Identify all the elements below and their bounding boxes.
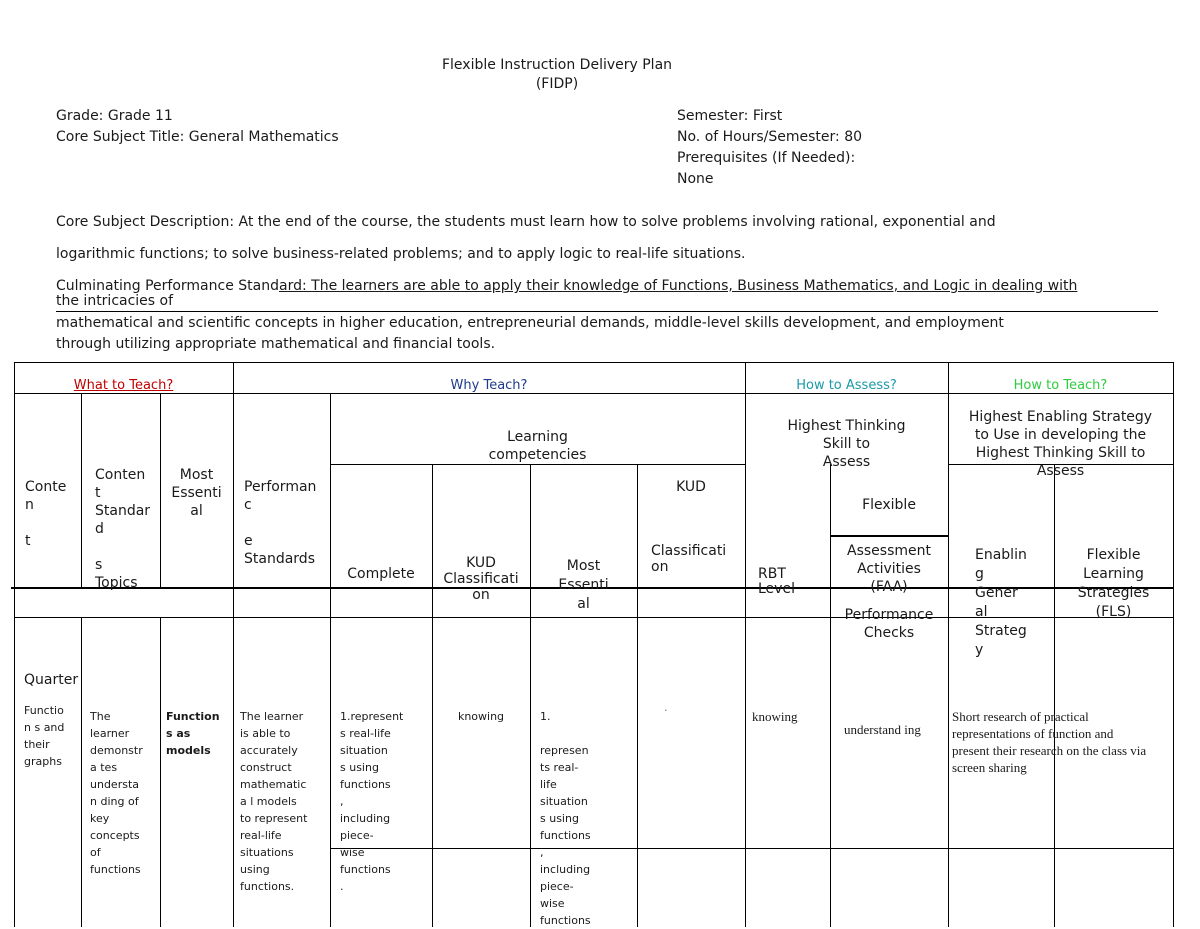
table-line xyxy=(160,617,161,927)
table-line xyxy=(330,464,745,465)
kud-mark-cell: · xyxy=(664,704,668,717)
assessment-activities-header: Assessment Activities (FAA) xyxy=(847,543,931,595)
rbt-level-cell: knowing xyxy=(752,709,798,724)
complete-header: Complete xyxy=(347,566,415,582)
prerequisites-label: Prerequisites (If Needed): xyxy=(677,150,856,166)
classification-header: Classificati on xyxy=(651,543,727,575)
kud-header: KUD xyxy=(676,479,706,495)
performance-standard-line-2: the intricacies of xyxy=(56,293,174,309)
performance-standard-text: ard: The learners are able to apply their knowledge of Functions, Business Mathematics, and Logic in dealing with xyxy=(279,278,1078,294)
content-header: Conte n t xyxy=(25,479,67,549)
table-border-top xyxy=(14,362,1173,363)
table-line xyxy=(81,617,82,927)
what-to-teach-text: What to Teach? xyxy=(73,378,174,393)
content-standards-header: Conten t Standar d s Topics xyxy=(95,467,151,591)
table-line xyxy=(330,393,331,927)
performance-standard-label: Culminating Performance Stand xyxy=(56,278,279,294)
content-standard-cell: The learner demonstr a tes understa n ding of key concepts of functions xyxy=(90,710,143,876)
kud-classification-cell: knowing xyxy=(457,710,505,723)
performance-checks-header: Performance Checks xyxy=(844,607,934,641)
enabling-strategy-cell: Short research of practical representations of function and present their research on the class via screen sharing xyxy=(952,709,1147,775)
flexible-header: Flexible xyxy=(862,497,916,513)
most-essential-competency-header: Most Essenti al xyxy=(558,558,609,612)
most-essential-cell: Function s as models xyxy=(166,710,220,757)
table-line xyxy=(830,464,831,927)
table-line xyxy=(830,535,948,537)
table-line xyxy=(233,362,234,927)
table-line xyxy=(432,464,433,927)
most-essential-competency-cell: 1. represen ts real- life situation s using functions , including piece- wise functions xyxy=(540,710,591,927)
complete-competency-cell: 1.represent s real-life situation s using functions , including piece- wise functions . xyxy=(340,710,404,893)
how-to-assess-header: How to Assess? xyxy=(796,378,897,393)
enabling-general-strategy-header: Enablin g Gener al Strateg y xyxy=(975,547,1027,658)
most-essential-header: Most Essenti al xyxy=(171,467,222,519)
learning-competencies-header: Learning competencies xyxy=(488,429,587,463)
topic-cell: Functio n s and their graphs xyxy=(24,704,65,768)
table-line xyxy=(637,464,638,927)
performance-standard-line-1 xyxy=(56,276,1077,297)
divider xyxy=(56,311,1158,312)
flexible-learning-strategies-header: Flexible Learning Strategies (FLS) xyxy=(1077,547,1150,620)
what-to-teach-header xyxy=(14,377,233,395)
description-line-1: Core Subject Description: At the end of the course, the students must learn how to solve problems involving rational, exponential and xyxy=(56,214,996,230)
table-line xyxy=(330,848,1173,849)
assessment-cell: understand ing xyxy=(844,722,921,737)
table-border-right xyxy=(1173,362,1174,927)
table-border-left xyxy=(14,362,15,927)
why-teach-header: Why Teach? xyxy=(450,378,528,393)
prerequisites-value: None xyxy=(677,171,714,187)
hours-label: No. of Hours/Semester: 80 xyxy=(677,129,863,145)
performance-standard-cell: The learner is able to accurately construct mathematic a l models to represent real-life situations using functions. xyxy=(240,710,308,893)
kud-classification-header: KUD Classificati on xyxy=(443,555,519,603)
semester-label: Semester: First xyxy=(677,108,783,124)
table-line xyxy=(1054,464,1055,927)
doc-subtitle: (FIDP) xyxy=(535,76,579,92)
highest-thinking-header: Highest Thinking Skill to Assess xyxy=(787,418,906,470)
performance-standard-line-3: mathematical and scientific concepts in higher education, entrepreneurial demands, middle-level skills development, and employment xyxy=(56,315,1004,331)
quarter-label: Quarter xyxy=(24,672,79,688)
performance-standards-header: Performan c e Standards xyxy=(244,479,317,567)
core-subject-title: Core Subject Title: General Mathematics xyxy=(56,129,339,145)
highest-enabling-header: Highest Enabling Strategy to Use in developing the Highest Thinking Skill to Assess xyxy=(968,409,1153,479)
doc-title: Flexible Instruction Delivery Plan xyxy=(441,57,673,73)
performance-standard-line-4: through utilizing appropriate mathematical and financial tools. xyxy=(56,336,496,352)
table-line xyxy=(530,464,531,927)
grade-label: Grade: Grade 11 xyxy=(56,108,173,124)
how-to-teach-header: How to Teach? xyxy=(1013,378,1108,393)
rbt-level-header: RBT Level xyxy=(758,566,795,597)
description-line-2: logarithmic functions; to solve business-related problems; and to apply logic to real-life situations. xyxy=(56,246,746,262)
table-line xyxy=(81,393,82,587)
